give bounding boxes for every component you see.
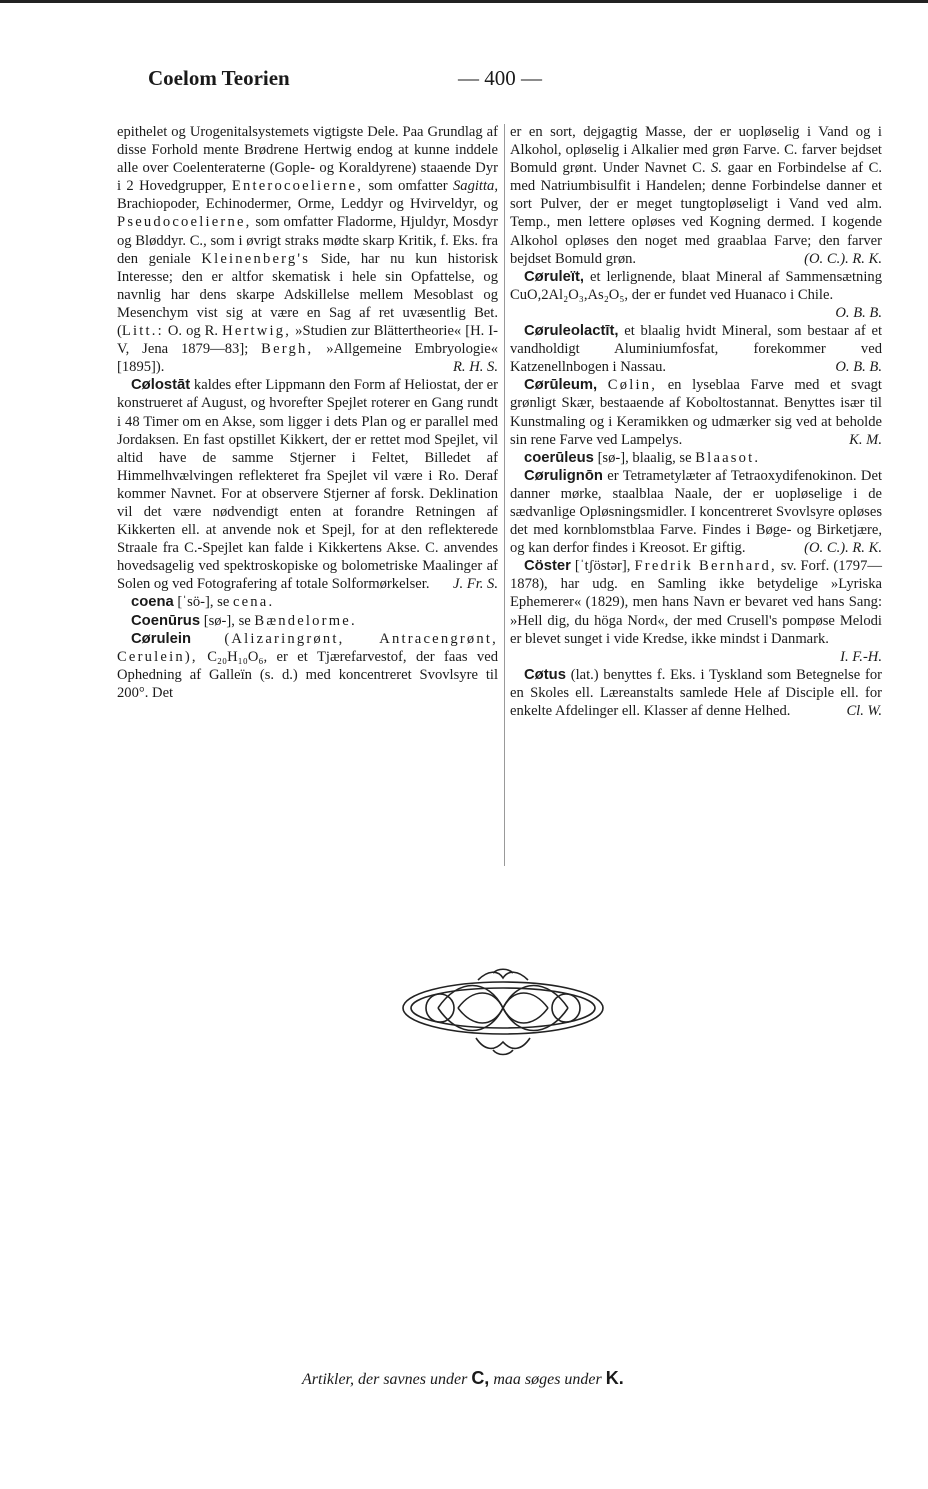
entry-text: [sø-], se bbox=[203, 612, 251, 629]
author-signature: R. H. S. bbox=[453, 359, 498, 376]
text-run: epithelet og Urogenitalsystemets vigtigste Dele. Paa Grundlag af disse Forhold mente Brødrene Hertwig endog at kunne inddele alle over Coelenteraterne (Gople- og Koraldyrene) staaende Dyr i 2 Hovedgrupper, bbox=[117, 124, 498, 195]
coelom-continuation bbox=[117, 123, 498, 376]
column-divider bbox=[504, 124, 505, 866]
page-number: — 400 — bbox=[458, 66, 542, 90]
pronunciation: [ˈtʃöstər], bbox=[574, 558, 631, 575]
entry-headword: Cørūleum, bbox=[524, 377, 598, 394]
author-signature: O. B. B. bbox=[835, 304, 882, 321]
spaced-term: Litt.: bbox=[121, 323, 164, 340]
entry-colostat bbox=[117, 376, 498, 593]
entry-text: et blaalig hvidt Mineral, som bestaar af et vandholdigt Aluminiumfosfat, forekommer ved Katzenellnbogen i Nassau. bbox=[510, 323, 882, 376]
text-run: Side, har nu kun historisk Interesse; den er altfor skematisk i hele sin Opfattelse, og navnlig har dens skarpe Adskillelse mellem Mesoblast og Mesenchym vist sig at være en Sag af ret uvæsentlig Bet. ( bbox=[117, 250, 498, 340]
text-run: gaar en Forbindelse af C. med Natriumbisulfit i Handelen; denne Forbindelse danner et sort Pulver, der er meget tungtopløseligt i Vand ved alm. Temp., men lettere opløses ved Kogning dermed. I kogende Alkohol opløses den noget med graablaa Farve; den farver bejdset Bomuld grøn. bbox=[510, 160, 883, 267]
entry-ceruleit bbox=[510, 268, 882, 321]
decorative-ornament bbox=[398, 968, 608, 1056]
spaced-name: Hertwig, bbox=[222, 323, 292, 340]
entry-text: et lerlignende, blaat Mineral af Sammensætning CuO,2Al₂O₃,As₂O₅, der er fundet ved Huanaco i Chile. bbox=[510, 268, 882, 303]
entry-headword: Cøruleït, bbox=[524, 268, 585, 285]
entry-ceruleolactit bbox=[510, 322, 882, 376]
corulein-continuation bbox=[510, 123, 882, 268]
spaced-synonym: Cølin, bbox=[607, 377, 658, 394]
spaced-name: Kleinenberg's bbox=[201, 250, 311, 267]
entry-text: kaldes efter Lippmann den Form af Heliostat, der er konstrueret af August, og hvorefter Spejlet roterer en Gang rundt i 48 Timer om en Akse, som ligger i dets Plan og er parallel med Jordaksen. En fast opstillet Kikkert, der er rettet mod Spejlet, vil altid have de samme Stjerner i Feltet, Billedet af Himmelhvælvingen reflekteret fra Spejlet vil være i Ro. Deraf kommer Navnet. For at observere Stjerner af forsk. Deklination vil det være nødvendigt enten at forandre Retningen af Kikkerten ell. at anvende nok et Spejl, for at den reflekterede Straale fra C.-Spejlet kan falde i Kikkertens Akse. C. anvendes hovedsagelig ved spektroskopiske og bolometriske Maalinger af Solen og ved Fotografering af totale Solformørkelser. bbox=[117, 377, 498, 593]
spaced-name: Fredrik Bernhard, bbox=[634, 558, 777, 575]
cross-reference: cena. bbox=[232, 594, 275, 611]
text-run: som omfatter bbox=[368, 178, 448, 195]
entry-cerulignon bbox=[510, 467, 882, 557]
entry-coeruleus bbox=[510, 449, 882, 467]
footer-letter: K. bbox=[605, 1368, 624, 1388]
entry-text: [ˈsö-], se bbox=[177, 594, 230, 611]
page-header bbox=[148, 66, 768, 94]
entry-ceruleum bbox=[510, 376, 882, 448]
entry-text: C₂₀H₁₀O₆, er et Tjærefarvestof, der faas ved Ophedning af Galleïn (s. d.) med koncentreret Svovlsyre til 200°. Det bbox=[117, 648, 498, 701]
entry-headword: Cørulignōn bbox=[524, 467, 603, 484]
entry-text: er Tetrametylæter af Tetraoxydifenokinon. Det danner mørke, staalblaa Naale, der er uopløselige i de sædvanlige Opløsningsmidler. I koncentreret Svovlsyre opløses det med kornblomstblaa Farve. Findes i Bøge- og Birketjære, og kan derfor findes i Kreosot. Er giftig. bbox=[510, 467, 882, 557]
entry-headword: Cørulein bbox=[131, 630, 192, 647]
footer-letter: C, bbox=[471, 1368, 490, 1388]
author-signature: I. F.-H. bbox=[840, 648, 882, 665]
author-signature: Cl. W. bbox=[846, 703, 882, 719]
author-signature: J. Fr. S. bbox=[453, 576, 498, 593]
entry-headword: Cöster bbox=[524, 558, 571, 575]
spaced-term: Pseudocoelierne, bbox=[117, 214, 252, 231]
entry-headword: Coenūrus bbox=[131, 612, 201, 629]
entry-text: sv. Forf. (1797—1878), har udg. en Samling ikke betydelige »Lyriska Ephemerer« (1829), men hans Navn er bevaret ved hans Sang: »Hell dig, du höga Nord«, der med Crusell's pompøse Melodi er blevet sunget i vide Kredse, ikke mindst i Danmark. bbox=[510, 558, 882, 647]
entry-headword: coerūleus bbox=[524, 449, 594, 466]
entry-headword: Cølostāt bbox=[131, 377, 191, 394]
author-signature: O. B. B. bbox=[835, 359, 882, 376]
entry-text: (lat.) benyttes f. Eks. i Tyskland som Betegnelse for en Skoles ell. Læreanstalts samlede Hele af Disciple ell. for enkelte Afdelinger ell. Klasser af denne Helhed. bbox=[510, 666, 882, 719]
text-run: »Allgemeine Embryologie« [1895]). bbox=[117, 341, 499, 376]
spaced-term: Enterocoelierne, bbox=[231, 178, 364, 195]
footer-text: maa søges under bbox=[493, 1371, 602, 1388]
author-signature: (O. C.). R. K. bbox=[804, 540, 882, 557]
right-column bbox=[510, 123, 882, 720]
author-signature: (O. C.). R. K. bbox=[804, 250, 882, 267]
entry-corulein bbox=[117, 630, 498, 702]
page-footer-note bbox=[302, 1368, 722, 1389]
entry-text: en lyseblaa Farve med et svagt grønligt Skær, bestaaende af Koboltostannat. Benyttes især til Kunstmaling og i Keramikken og udmærker sig ved at beholde sin rene Farve ved Lampelys. bbox=[510, 377, 882, 448]
cross-reference: Blaasot. bbox=[695, 449, 761, 466]
italic-term: Sagitta, bbox=[452, 178, 498, 195]
entry-headword: coena bbox=[131, 594, 174, 611]
cross-reference: Bændelorme. bbox=[254, 612, 357, 629]
text-run: Brachiopoder, Echinodermer, Orme, Leddyr og Hvirveldyr, og bbox=[117, 196, 498, 213]
entry-cotus bbox=[510, 666, 882, 720]
running-title: Coelom Teorien bbox=[148, 66, 290, 90]
italic-term: S. bbox=[711, 160, 722, 177]
left-column bbox=[117, 123, 498, 702]
top-rule bbox=[0, 0, 928, 3]
text-run: er en sort, dejgagtig Masse, der er uopløselig i Vand og i Alkohol, opløselig i Alkalier med grøn Farve. C. farver bejdset Bomuld grønt. Under Navnet C. bbox=[510, 124, 882, 177]
footer-text: Artikler, der savnes under bbox=[302, 1371, 468, 1388]
entry-coster bbox=[510, 557, 882, 665]
entry-headword: Cøruleolactīt, bbox=[524, 323, 619, 340]
entry-text: [sø-], blaalig, se bbox=[597, 449, 692, 466]
spaced-name: Bergh, bbox=[261, 341, 314, 358]
author-signature: K. M. bbox=[849, 431, 882, 448]
entry-headword: Cøtus bbox=[524, 666, 566, 683]
text-run: »Studien zur Blättertheorie« [H. I-V, Jena 1879—83]; bbox=[117, 323, 499, 358]
spaced-synonyms: (Alizaringrønt, Antracengrønt, Cerulein), bbox=[117, 630, 498, 665]
text-run: O. og R. bbox=[167, 323, 219, 340]
text-run: som omfatter Fladorme, Hjuldyr, Mosdyr og Bløddyr. C., som i øvrigt straks mødte skarp Kritik, f. Eks. fra den geniale bbox=[117, 214, 498, 267]
entry-coenurus bbox=[117, 612, 498, 630]
entry-coena bbox=[117, 593, 498, 611]
